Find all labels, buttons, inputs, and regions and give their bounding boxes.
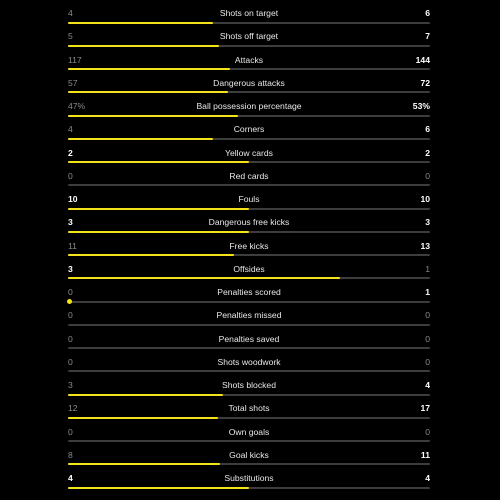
stat-bar-marker	[67, 299, 72, 304]
away-value: 0	[425, 356, 430, 367]
home-value: 4	[68, 473, 73, 483]
stat-label: Shots woodwork	[217, 356, 281, 367]
stat-bar-fill	[68, 161, 249, 163]
stat-bar-fill	[68, 487, 249, 489]
stat-row	[68, 355, 430, 378]
stat-bar-track	[68, 370, 430, 372]
stat-bar-track	[68, 324, 430, 326]
stat-bar-track	[68, 463, 430, 465]
stat-bar-track	[68, 487, 430, 489]
stat-label: Dangerous free kicks	[208, 217, 290, 228]
stat-bar-track	[68, 45, 430, 47]
stat-bar-fill	[68, 22, 213, 24]
stat-bar-fill	[68, 277, 340, 279]
away-value: 11	[420, 449, 430, 460]
stat-label: Attacks	[234, 54, 264, 65]
stat-label: Ball possession percentage	[196, 101, 302, 111]
away-value: 17	[420, 403, 430, 414]
stat-row	[68, 471, 430, 494]
home-value: 10	[68, 194, 78, 204]
home-value: 4	[68, 124, 73, 135]
away-value: 10	[420, 194, 430, 204]
home-value: 117	[68, 54, 82, 65]
stat-bar-fill	[68, 45, 219, 47]
stat-bar-track	[68, 22, 430, 24]
stat-bar-fill	[68, 394, 223, 396]
stat-bar-track	[68, 440, 430, 442]
home-value: 0	[68, 426, 73, 437]
home-value: 0	[68, 287, 73, 297]
home-value: 0	[68, 356, 73, 367]
away-value: 0	[425, 426, 430, 437]
home-value: 3	[68, 263, 73, 274]
stat-bar-track	[68, 394, 430, 396]
away-value: 144	[415, 54, 430, 65]
away-value: 1	[425, 263, 430, 274]
stat-bar-track	[68, 277, 430, 279]
away-value: 6	[425, 124, 430, 135]
home-value: 11	[68, 240, 77, 251]
stat-bar-fill	[68, 208, 249, 210]
stat-bar-fill	[68, 463, 220, 465]
stat-row	[68, 332, 430, 355]
stat-row	[68, 53, 430, 76]
away-value: 2	[425, 147, 430, 158]
stat-bar-fill	[68, 138, 213, 140]
away-value: 7	[425, 31, 430, 42]
stat-bar-track	[68, 231, 430, 233]
stat-label: Fouls	[238, 194, 260, 204]
stat-label: Substitutions	[224, 473, 274, 483]
stat-row	[68, 262, 430, 285]
stat-label: Shots off target	[219, 31, 279, 42]
stat-row	[68, 99, 430, 122]
stat-label: Shots blocked	[222, 380, 276, 390]
stat-row	[68, 378, 430, 401]
stat-bar-track	[68, 208, 430, 210]
stat-bar-fill	[68, 417, 218, 419]
away-value: 0	[425, 333, 430, 344]
stat-row	[68, 215, 430, 238]
stat-label: Goal kicks	[229, 449, 269, 460]
stat-row	[68, 146, 430, 169]
home-value: 0	[68, 333, 73, 344]
stat-row	[68, 308, 430, 331]
home-value: 12	[68, 403, 78, 414]
home-value: 57	[68, 77, 78, 88]
stat-label: Free kicks	[229, 240, 269, 251]
stat-bar-fill	[68, 91, 228, 93]
stat-row	[68, 169, 430, 192]
stat-bar-track	[68, 115, 430, 117]
home-value: 3	[68, 380, 73, 390]
stat-row	[68, 6, 430, 29]
stat-bar-track	[68, 184, 430, 186]
stat-bar-track	[68, 68, 430, 70]
home-value: 0	[68, 170, 73, 181]
stat-row	[68, 425, 430, 448]
stat-label: Dangerous attacks	[213, 77, 285, 88]
stat-label: Penalties saved	[218, 333, 280, 344]
home-value: 0	[68, 310, 73, 321]
stat-label: Penalties missed	[216, 310, 282, 321]
stat-label: Yellow cards	[225, 147, 273, 158]
stat-label: Penalties scored	[217, 287, 281, 297]
stat-label: Red cards	[229, 170, 269, 181]
away-value: 0	[425, 310, 430, 321]
home-value: 3	[68, 217, 73, 228]
away-value: 4	[425, 380, 430, 390]
stat-bar-track	[68, 254, 430, 256]
away-value: 3	[425, 217, 430, 228]
stat-label: Own goals	[228, 426, 270, 437]
away-value: 0	[425, 170, 430, 181]
away-value: 53%	[412, 101, 430, 111]
stat-bar-fill	[68, 231, 249, 233]
home-value: 2	[68, 147, 73, 158]
stat-bar-fill	[68, 115, 238, 117]
home-value: 5	[68, 31, 73, 42]
home-value: 4	[68, 8, 73, 18]
stat-label: Corners	[233, 124, 265, 135]
away-value: 13	[420, 240, 430, 251]
stat-row	[68, 192, 430, 215]
stat-row	[68, 285, 430, 308]
away-value: 1	[425, 287, 430, 297]
stat-label: Shots on target	[219, 8, 279, 18]
away-value: 6	[425, 8, 430, 18]
stat-bar-fill	[68, 68, 230, 70]
stat-bar-track	[68, 161, 430, 163]
stat-row	[68, 239, 430, 262]
stat-bar-track	[68, 417, 430, 419]
stat-bar-track	[68, 138, 430, 140]
stat-bar-track	[68, 91, 430, 93]
away-value: 72	[420, 77, 430, 88]
stat-label: Offsides	[233, 263, 265, 274]
stat-row	[68, 448, 430, 471]
stat-row	[68, 122, 430, 145]
stat-bar-fill	[68, 254, 234, 256]
stat-label: Total shots	[228, 403, 270, 414]
stat-bar-track	[68, 347, 430, 349]
stat-row	[68, 29, 430, 52]
home-value: 8	[68, 449, 73, 460]
home-value: 47%	[68, 101, 86, 111]
stat-row	[68, 401, 430, 424]
stat-row	[68, 76, 430, 99]
stat-bar-track	[68, 301, 430, 303]
away-value: 4	[425, 473, 430, 483]
